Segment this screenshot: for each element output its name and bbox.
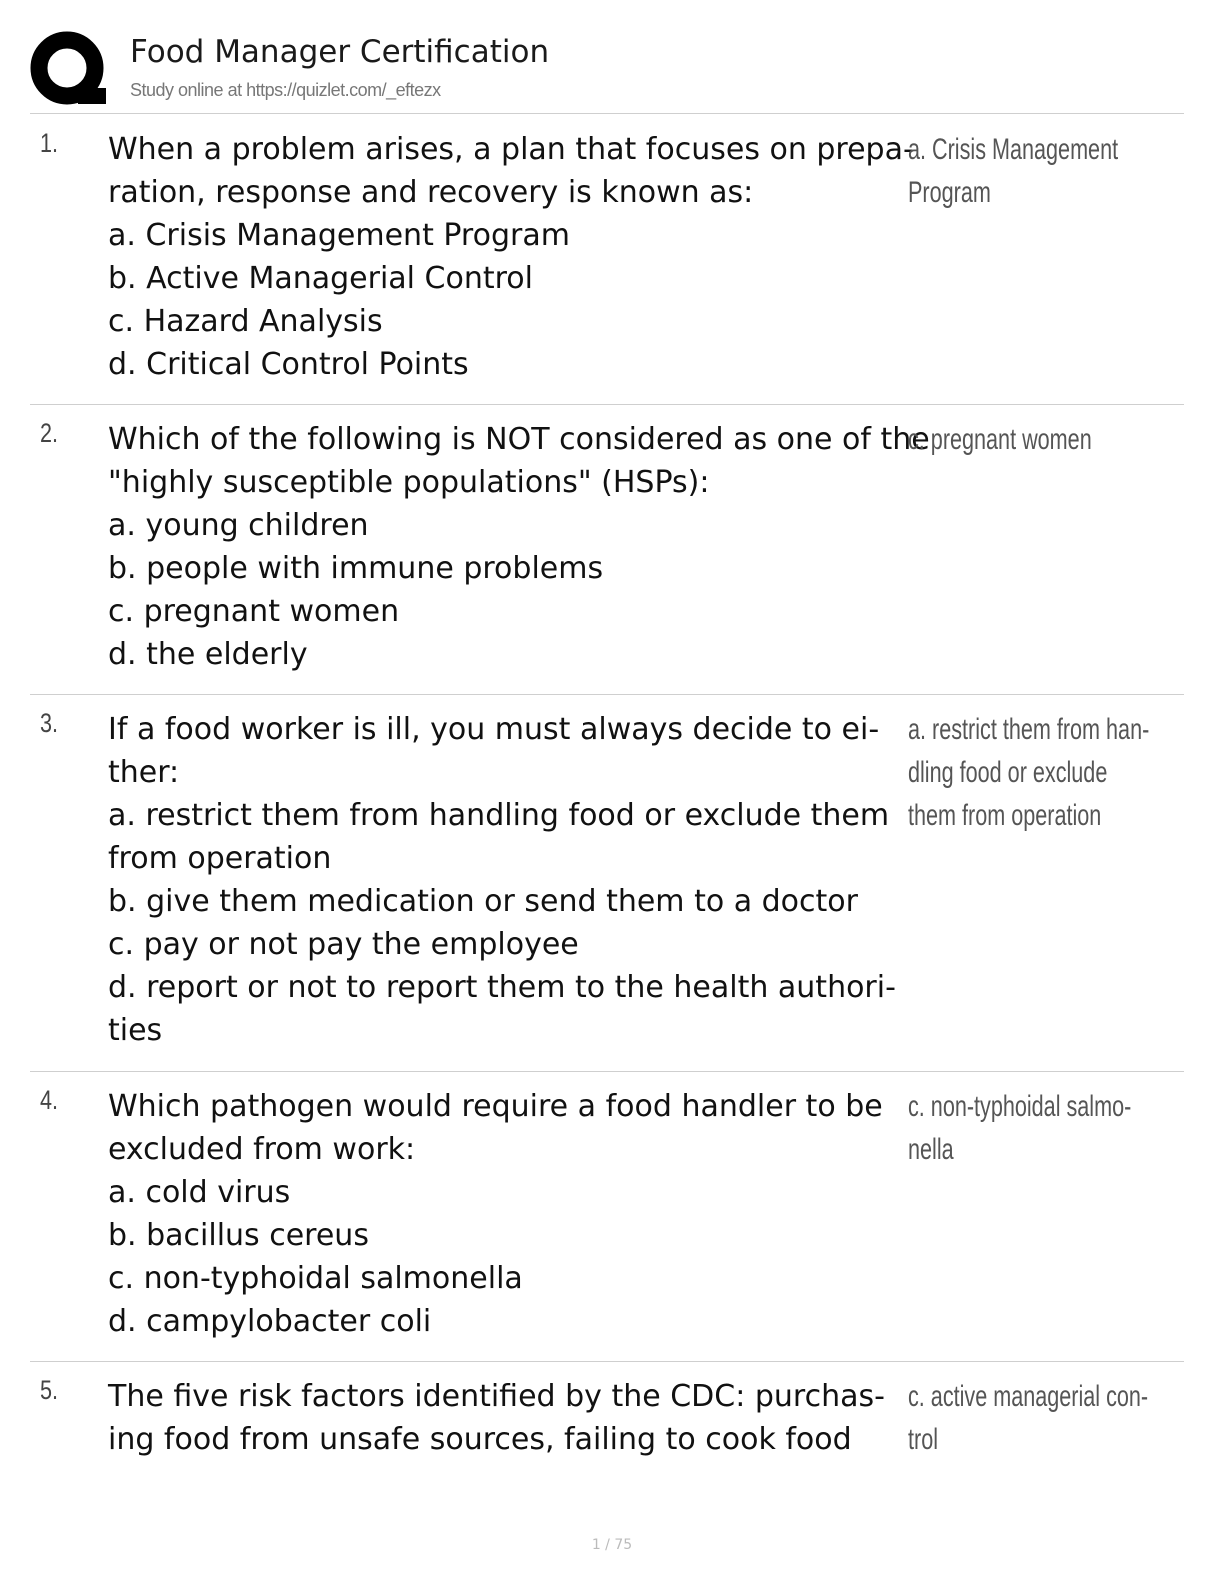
question-line: a. Crisis Management Program <box>108 218 570 253</box>
question-line: a. young children <box>108 508 369 543</box>
card-answer <box>908 1375 1198 1461</box>
question-line: d. report or not to report them to the health authori- <box>108 970 896 1005</box>
card-answer <box>908 708 1198 837</box>
question-line: ties <box>108 1013 163 1048</box>
card-answer <box>908 128 1198 214</box>
card-question <box>108 1085 908 1343</box>
card-answer <box>908 418 1198 461</box>
answer-line: Program <box>908 176 991 209</box>
card-answer <box>908 1085 1198 1171</box>
answer-line: a. Crisis Management <box>908 133 1119 166</box>
divider <box>30 1361 1184 1362</box>
question-line: The five risk factors identified by the CDC: purchas- <box>108 1379 885 1414</box>
question-line: If a food worker is ill, you must always decide to ei- <box>108 712 880 747</box>
answer-line: a. restrict them from han- <box>908 713 1150 746</box>
question-line: Which pathogen would require a food handler to be <box>108 1089 883 1124</box>
quizlet-logo-icon <box>30 30 110 110</box>
answer-line: nella <box>908 1133 954 1166</box>
divider <box>30 1071 1184 1072</box>
card-number: 2. <box>40 418 59 448</box>
card-number: 4. <box>40 1085 59 1115</box>
page-header <box>30 28 1184 112</box>
study-link[interactable]: Study online at https://quizlet.com/_eftezx <box>130 80 441 100</box>
question-line: b. give them medication or send them to a doctor <box>108 884 858 919</box>
card-question <box>108 128 914 386</box>
card-number: 5. <box>40 1375 59 1405</box>
divider <box>30 404 1184 405</box>
question-line: Which of the following is NOT considered as one of the <box>108 422 930 457</box>
question-line: from operation <box>108 841 332 876</box>
divider <box>30 113 1184 114</box>
page-number: 1 / 75 <box>591 1537 633 1553</box>
answer-line: c. active managerial con- <box>908 1380 1149 1413</box>
answer-line: dling food or exclude <box>908 756 1108 789</box>
question-line: c. non-typhoidal salmonella <box>108 1261 523 1296</box>
page-title: Food Manager Certification <box>130 34 550 70</box>
question-line: c. pay or not pay the employee <box>108 927 579 962</box>
card-number: 1. <box>40 128 59 158</box>
question-line: b. bacillus cereus <box>108 1218 369 1253</box>
question-line: ing food from unsafe sources, failing to cook food <box>108 1422 852 1457</box>
question-line: a. cold virus <box>108 1175 291 1210</box>
answer-line: c. pregnant women <box>908 423 1092 456</box>
question-line: excluded from work: <box>108 1132 416 1167</box>
question-line: ration, response and recovery is known as: <box>108 175 754 210</box>
question-line: b. Active Managerial Control <box>108 261 533 296</box>
question-line: ther: <box>108 755 180 790</box>
question-line: c. Hazard Analysis <box>108 304 383 339</box>
card-number: 3. <box>40 708 59 738</box>
question-line: a. restrict them from handling food or exclude them <box>108 798 890 833</box>
card-question <box>108 1375 908 1461</box>
card-question <box>108 708 908 1052</box>
divider <box>30 694 1184 695</box>
card-question <box>108 418 930 676</box>
answer-line: them from operation <box>908 799 1102 832</box>
question-line: When a problem arises, a plan that focuses on prepa- <box>108 132 914 167</box>
question-line: d. Critical Control Points <box>108 347 469 382</box>
answer-line: trol <box>908 1423 939 1456</box>
question-line: "highly susceptible populations" (HSPs): <box>108 465 710 500</box>
answer-line: c. non-typhoidal salmo- <box>908 1090 1132 1123</box>
question-line: d. the elderly <box>108 637 308 672</box>
question-line: d. campylobacter coli <box>108 1304 432 1339</box>
question-line: c. pregnant women <box>108 594 400 629</box>
question-line: b. people with immune problems <box>108 551 604 586</box>
